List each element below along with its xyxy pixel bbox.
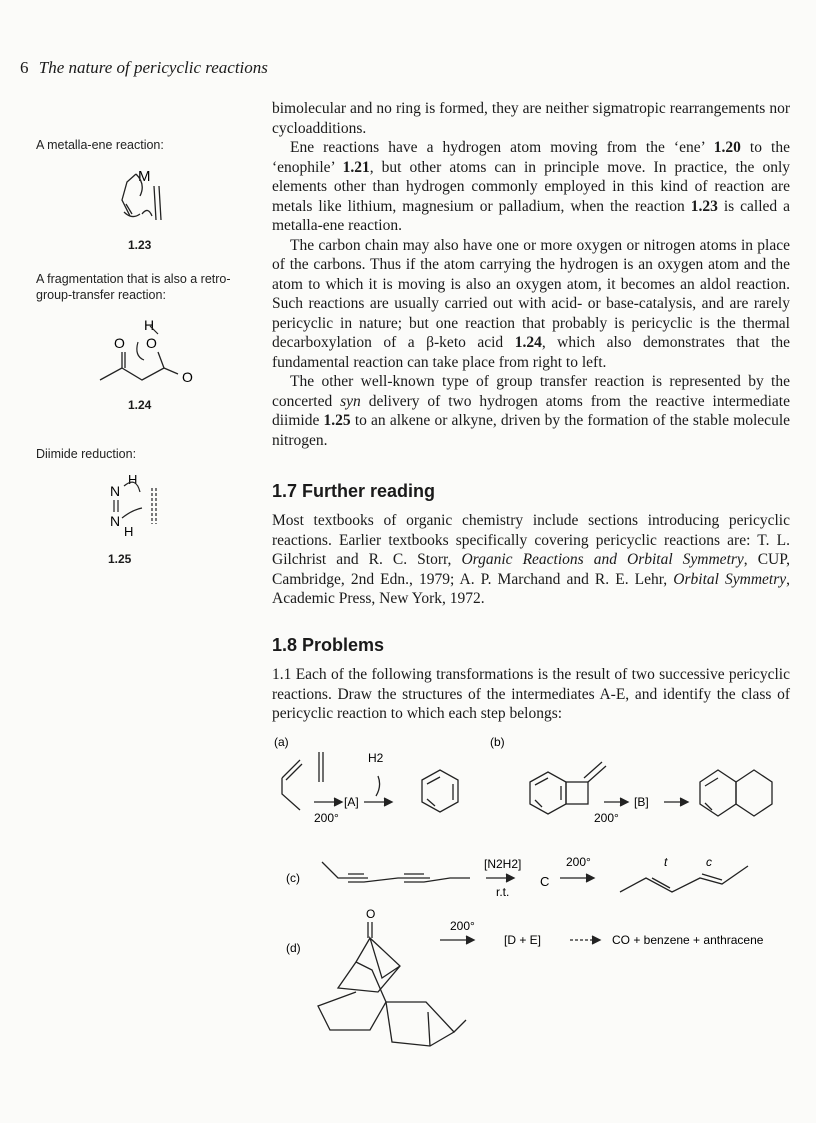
b-intermediate: [B] [634,795,649,809]
diimide-n-label-2: N [110,513,121,529]
body-text [272,99,790,450]
frag-o-label-1: O [146,335,157,351]
d-intermediate: [D + E] [504,933,542,947]
paragraph-1: bimolecular and no ring is formed, they are neither sigmatropic rearrangements nor cycloadditions. [272,100,790,137]
paragraph-2: Ene reactions have a hydrogen atom moving from the ‘ene’ 1.20 to the ‘enophile’ 1.21, but other atoms can in principle move. In practice, the only elements other than hydrogen commonly employed in this kind of reaction are metals like lithium, magnesium or palladium, when the reaction 1.23 is called a metalla-ene reaction. [272,139,791,234]
label-d: (d) [286,941,301,955]
label-a: (a) [274,735,289,749]
compound-1-25: 1.25 [108,552,132,566]
section-heading-further-reading: 1.7 Further reading [272,481,436,501]
running-header [20,58,268,78]
c-trans-label: t [664,855,668,869]
running-title: The nature of pericyclic reactions [38,58,268,77]
c-conditions: r.t. [496,885,510,899]
paragraph-3: The carbon chain may also have one or more oxygen or nitrogen atoms in place of the carbons. Thus if the atom carrying the hydrogen is an oxygen atom and the atom to which it is moving is also an oxygen atom, it becomes an aldol reaction. Such reactions are usually carried out with acid- or base-catalysis, and are rarely pericyclic in nature; but one reaction that probably is pericyclic is the thermal decarboxylation of a β-keto acid 1.24, which also demonstrates that the fundamental reaction can take place from right to left. [272,236,790,371]
d-products: CO + benzene + anthracene [612,933,764,947]
metalla-ene-structure [110,160,190,240]
metalla-ene-caption: A metalla-ene reaction: [36,138,164,152]
a-h2: H2 [368,751,384,765]
further-reading-text: Most textbooks of organic chemistry include sections introducing pericyclic reactions. Earlier textbooks specifically covering pericyclic reactions are: T. L. Gilchrist and R. C. Storr, Organic Reactions and Orbital Symmetry, CUP, Cambridge, 2nd Edn., 1979; A. P. Marchand and R. E. Lehr, Orbital Symmetry, Academic Press, New York, 1972. [272,512,791,607]
b-temp: 200° [594,811,619,825]
section-heading-problems: 1.8 Problems [272,635,385,655]
d-oxygen: O [366,907,376,921]
c-intermediate: C [540,874,550,889]
label-b: (b) [490,735,505,749]
paragraph-4: The other well-known type of group transfer reaction is represented by the concerted syn delivery of two hydrogen atoms from the reactive intermediate diimide 1.25 to an alkene or alkyne, driven by the formation of the stable molecule nitrogen. [272,373,791,449]
c-temp: 200° [566,855,591,869]
metalla-m-label: M [138,168,151,185]
beta-keto-acid-structure [90,310,200,400]
d-temp: 200° [450,919,475,933]
frag-o-label-2: O [114,335,125,351]
compound-1-24: 1.24 [128,398,152,412]
c-cis-label: c [706,855,712,869]
page-number: 6 [20,58,29,77]
diimide-h-label-1: H [128,472,138,487]
a-intermediate: [A] [344,795,359,809]
frag-h-label: H [144,317,155,333]
a-temp: 200° [314,811,339,825]
frag-o-label-3: O [182,369,193,385]
c-reagent: [N2H2] [484,857,522,871]
diimide-h-label-2: H [124,524,134,539]
diimide-caption: Diimide reduction: [36,447,137,461]
compound-1-23: 1.23 [128,238,152,252]
label-c: (c) [286,871,300,885]
problems-figure [260,730,800,1050]
problems-text: 1.1 Each of the following transformations is the result of two successive pericyclic reactions. Draw the structures of the intermediates A-E, and identify the class of pericyclic reaction to which each step belongs: [272,666,790,722]
diimide-structure [108,470,178,540]
fragmentation-caption: A fragmentation that is also a retro-group-transfer reaction: [36,272,231,302]
diimide-n-label-1: N [110,483,121,499]
